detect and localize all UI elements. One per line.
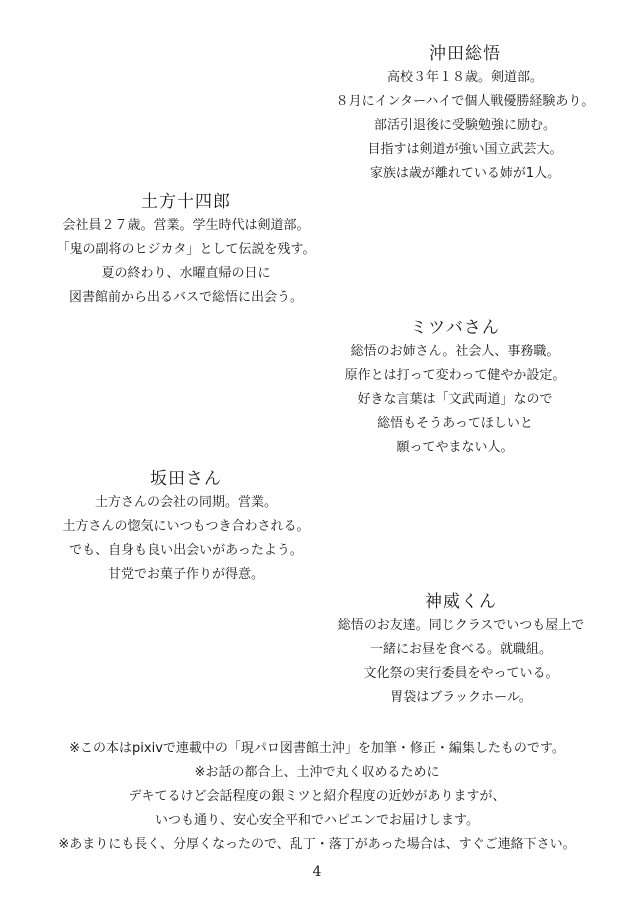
profile-line: 高校３年１８歳。剣道部。	[386, 70, 543, 85]
profile-line: 原作とは打って変わって健やか設定。	[344, 368, 566, 383]
profile-line: 夏の終わり、水曜直帰の日に	[101, 266, 271, 281]
profile-line: 土方さんの惚気にいつもつき合わされる。	[62, 519, 310, 534]
profile-line: 図書館前から出るバスで総悟に出会う。	[68, 290, 303, 305]
profile-line: 総悟のお友達。同じクラスでいつも屋上で	[337, 618, 585, 633]
profile-hijikata	[36, 190, 336, 310]
page-number: 4	[312, 864, 322, 880]
profile-line: 一緒にお昼を食べる。就職組。	[369, 642, 552, 657]
character-name: ミツバさん	[410, 318, 500, 338]
character-name: 沖田総悟	[429, 44, 501, 64]
note-line: ※この本はpixivで連載中の「現パロ図書館土沖」を加筆・修正・編集したものです。	[69, 741, 565, 756]
profile-kamui	[316, 590, 606, 710]
profile-okita	[330, 42, 600, 186]
profile-line: ８月にインターハイで個人戦優勝経験あり。	[335, 94, 595, 109]
profile-line: 好きな言葉は「文武両道」なので	[357, 392, 553, 407]
profile-line: 「鬼の副将のヒジカタ」として伝説を残す。	[56, 242, 316, 257]
profile-line: でも、自身も良い出会いがあったよう。	[69, 543, 303, 558]
profile-line: 部活引退後に受験勉強に励む。	[373, 118, 556, 133]
profile-line: 総悟もそうあってほしいと	[377, 416, 533, 431]
profile-line: 目指すは剣道が強い国立武芸大。	[367, 142, 563, 157]
profile-sakata	[36, 467, 336, 587]
notes-block	[20, 737, 614, 857]
character-name: 神威くん	[425, 592, 497, 612]
note-line: ※お話の都合上、土沖で丸く収めるために	[194, 765, 440, 780]
profile-line: 家族は歳が離れている姉が1人。	[369, 166, 561, 181]
character-name: 坂田さん	[150, 469, 222, 489]
profile-mitsuba	[320, 316, 590, 460]
profile-line: 願ってやまない人。	[396, 440, 514, 455]
profile-line: 胃袋はブラックホール。	[390, 690, 532, 705]
profile-line: 会社員２７歳。営業。学生時代は剣道部。	[62, 218, 310, 233]
profile-line: 甘党でお菓子作りが得意。	[107, 567, 264, 582]
profile-line: 土方さんの会社の同期。営業。	[94, 495, 277, 510]
profile-line: 総悟のお姉さん。社会人、事務職。	[350, 344, 560, 359]
note-line: デキてるけど会話程度の銀ミツと紹介程度の近妙がありますが、	[128, 789, 506, 804]
character-name: 土方十四郎	[141, 192, 231, 212]
profile-line: 文化祭の実行委員をやっている。	[363, 666, 559, 681]
note-line: いつも通り、安心安全平和でハピエンでお届けします。	[155, 813, 479, 828]
note-line: ※あまりにも長く、分厚くなったので、乱丁・落丁があった場合は、すぐご連絡下さい。	[58, 837, 576, 852]
